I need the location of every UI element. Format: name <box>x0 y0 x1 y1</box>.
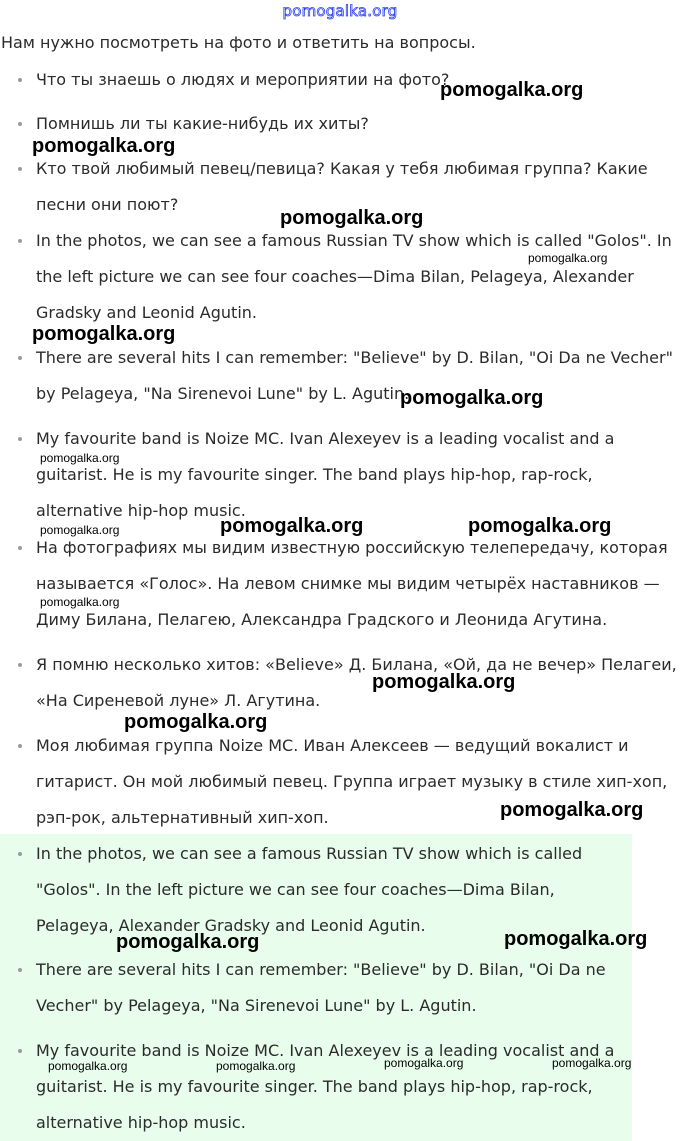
list-item-line: Диму Билана, Пелагею, Александра Градского и Леонида Агутина. <box>36 610 608 629</box>
watermark-text: pomogalka.org <box>40 523 120 537</box>
list-item-line: There are several hits I can remember: "Believe" by D. Bilan, "Oi Da ne Vecher" <box>36 348 673 367</box>
list-item <box>36 647 677 719</box>
watermark-text: pomogalka.org <box>528 251 608 265</box>
list-item-line: guitarist. He is my favourite singer. The band plays hip-hop, rap-rock, <box>36 465 593 484</box>
list-item <box>36 223 672 331</box>
watermark-text: pomogalka.org <box>32 323 176 345</box>
intro-text: Нам нужно посмотреть на фото и ответить на вопросы. <box>1 33 476 52</box>
list-item-line: guitarist. He is my favourite singer. The band plays hip-hop, rap-rock, <box>36 1077 593 1096</box>
watermark-text: pomogalka.org <box>32 135 176 157</box>
list-item <box>36 1033 614 1141</box>
list-item-line: Помнишь ли ты какие-нибудь их хиты? <box>36 114 369 133</box>
watermark-text: pomogalka.org <box>220 515 364 537</box>
site-header-logo[interactable]: pomogalka.org <box>282 2 398 20</box>
list-item-line: Я помню несколько хитов: «Believe» Д. Билана, «Ой, да не вечер» Пелагеи, <box>36 655 677 674</box>
list-item <box>36 836 582 944</box>
list-item-line: In the photos, we can see a famous Russian TV show which is called <box>36 844 583 863</box>
list-item-line: На фотографиях мы видим известную российскую телепередачу, которая <box>36 538 668 557</box>
watermark-text: pomogalka.org <box>552 1056 632 1070</box>
list-item <box>36 530 668 638</box>
list-item-line: песни они поют? <box>36 195 179 214</box>
watermark-text: pomogalka.org <box>280 207 424 229</box>
list-item-line: My favourite band is Noize MC. Ivan Alexeyev is a leading vocalist and a <box>36 429 615 448</box>
watermark-text: pomogalka.org <box>504 928 648 950</box>
list-item-line: the left picture we can see four coaches—Dima Bilan, Pelageya, Alexander <box>36 267 634 286</box>
list-item-line: Кто твой любимый певец/певица? Какая у тебя любимая группа? Какие <box>36 159 648 178</box>
list-item-line: называется «Голос». На левом снимке мы видим четырёх наставников — <box>36 574 660 593</box>
list-item-line: In the photos, we can see a famous Russian TV show which is called "Golos". In <box>36 231 672 250</box>
list-item-line: alternative hip-hop music. <box>36 501 246 520</box>
watermark-text: pomogalka.org <box>400 387 544 409</box>
list-item-line: Что ты знаешь о людях и мероприятии на фото? <box>36 70 450 89</box>
watermark-text: pomogalka.org <box>124 711 268 733</box>
list-item-line: There are several hits I can remember: "Believe" by D. Bilan, "Oi Da ne <box>36 960 606 979</box>
list-item <box>36 340 673 412</box>
list-item-line: «На Сиреневой луне» Л. Агутина. <box>36 691 321 710</box>
list-item-line: alternative hip-hop music. <box>36 1113 246 1132</box>
list-item-line: by Pelageya, "Na Sirenevoi Lune" by L. Agutin. <box>36 384 410 403</box>
list-item-line: гитарист. Он мой любимый певец. Группа играет музыку в стиле хип-хоп, <box>36 772 668 791</box>
list-item <box>36 421 614 529</box>
watermark-text: pomogalka.org <box>40 595 120 609</box>
list-item-line: My favourite band is Noize MC. Ivan Alexeyev is a leading vocalist and a <box>36 1041 615 1060</box>
list-item-line: "Golos". In the left picture we can see four coaches—Dima Bilan, <box>36 880 555 899</box>
watermark-text: pomogalka.org <box>40 451 120 465</box>
list-item <box>36 62 449 98</box>
watermark-text: pomogalka.org <box>468 515 612 537</box>
watermark-text: pomogalka.org <box>216 1059 296 1073</box>
list-item-line: Моя любимая группа Noize MC. Иван Алексеев — ведущий вокалист и <box>36 736 629 755</box>
watermark-text: pomogalka.org <box>116 931 260 953</box>
list-item-line: Vecher" by Pelageya, "Na Sirenevoi Lune" by L. Agutin. <box>36 996 477 1015</box>
list-item <box>36 952 606 1024</box>
watermark-text: pomogalka.org <box>372 671 516 693</box>
list-item-line: Pelageya, Alexander Gradsky and Leonid Agutin. <box>36 916 426 935</box>
watermark-text: pomogalka.org <box>48 1059 128 1073</box>
list-item-line: Gradsky and Leonid Agutin. <box>36 303 257 322</box>
watermark-text: pomogalka.org <box>384 1056 464 1070</box>
watermark-text: pomogalka.org <box>500 799 644 821</box>
list-item-line: рэп-рок, альтернативный хип-хоп. <box>36 808 329 827</box>
watermark-text: pomogalka.org <box>440 79 584 101</box>
